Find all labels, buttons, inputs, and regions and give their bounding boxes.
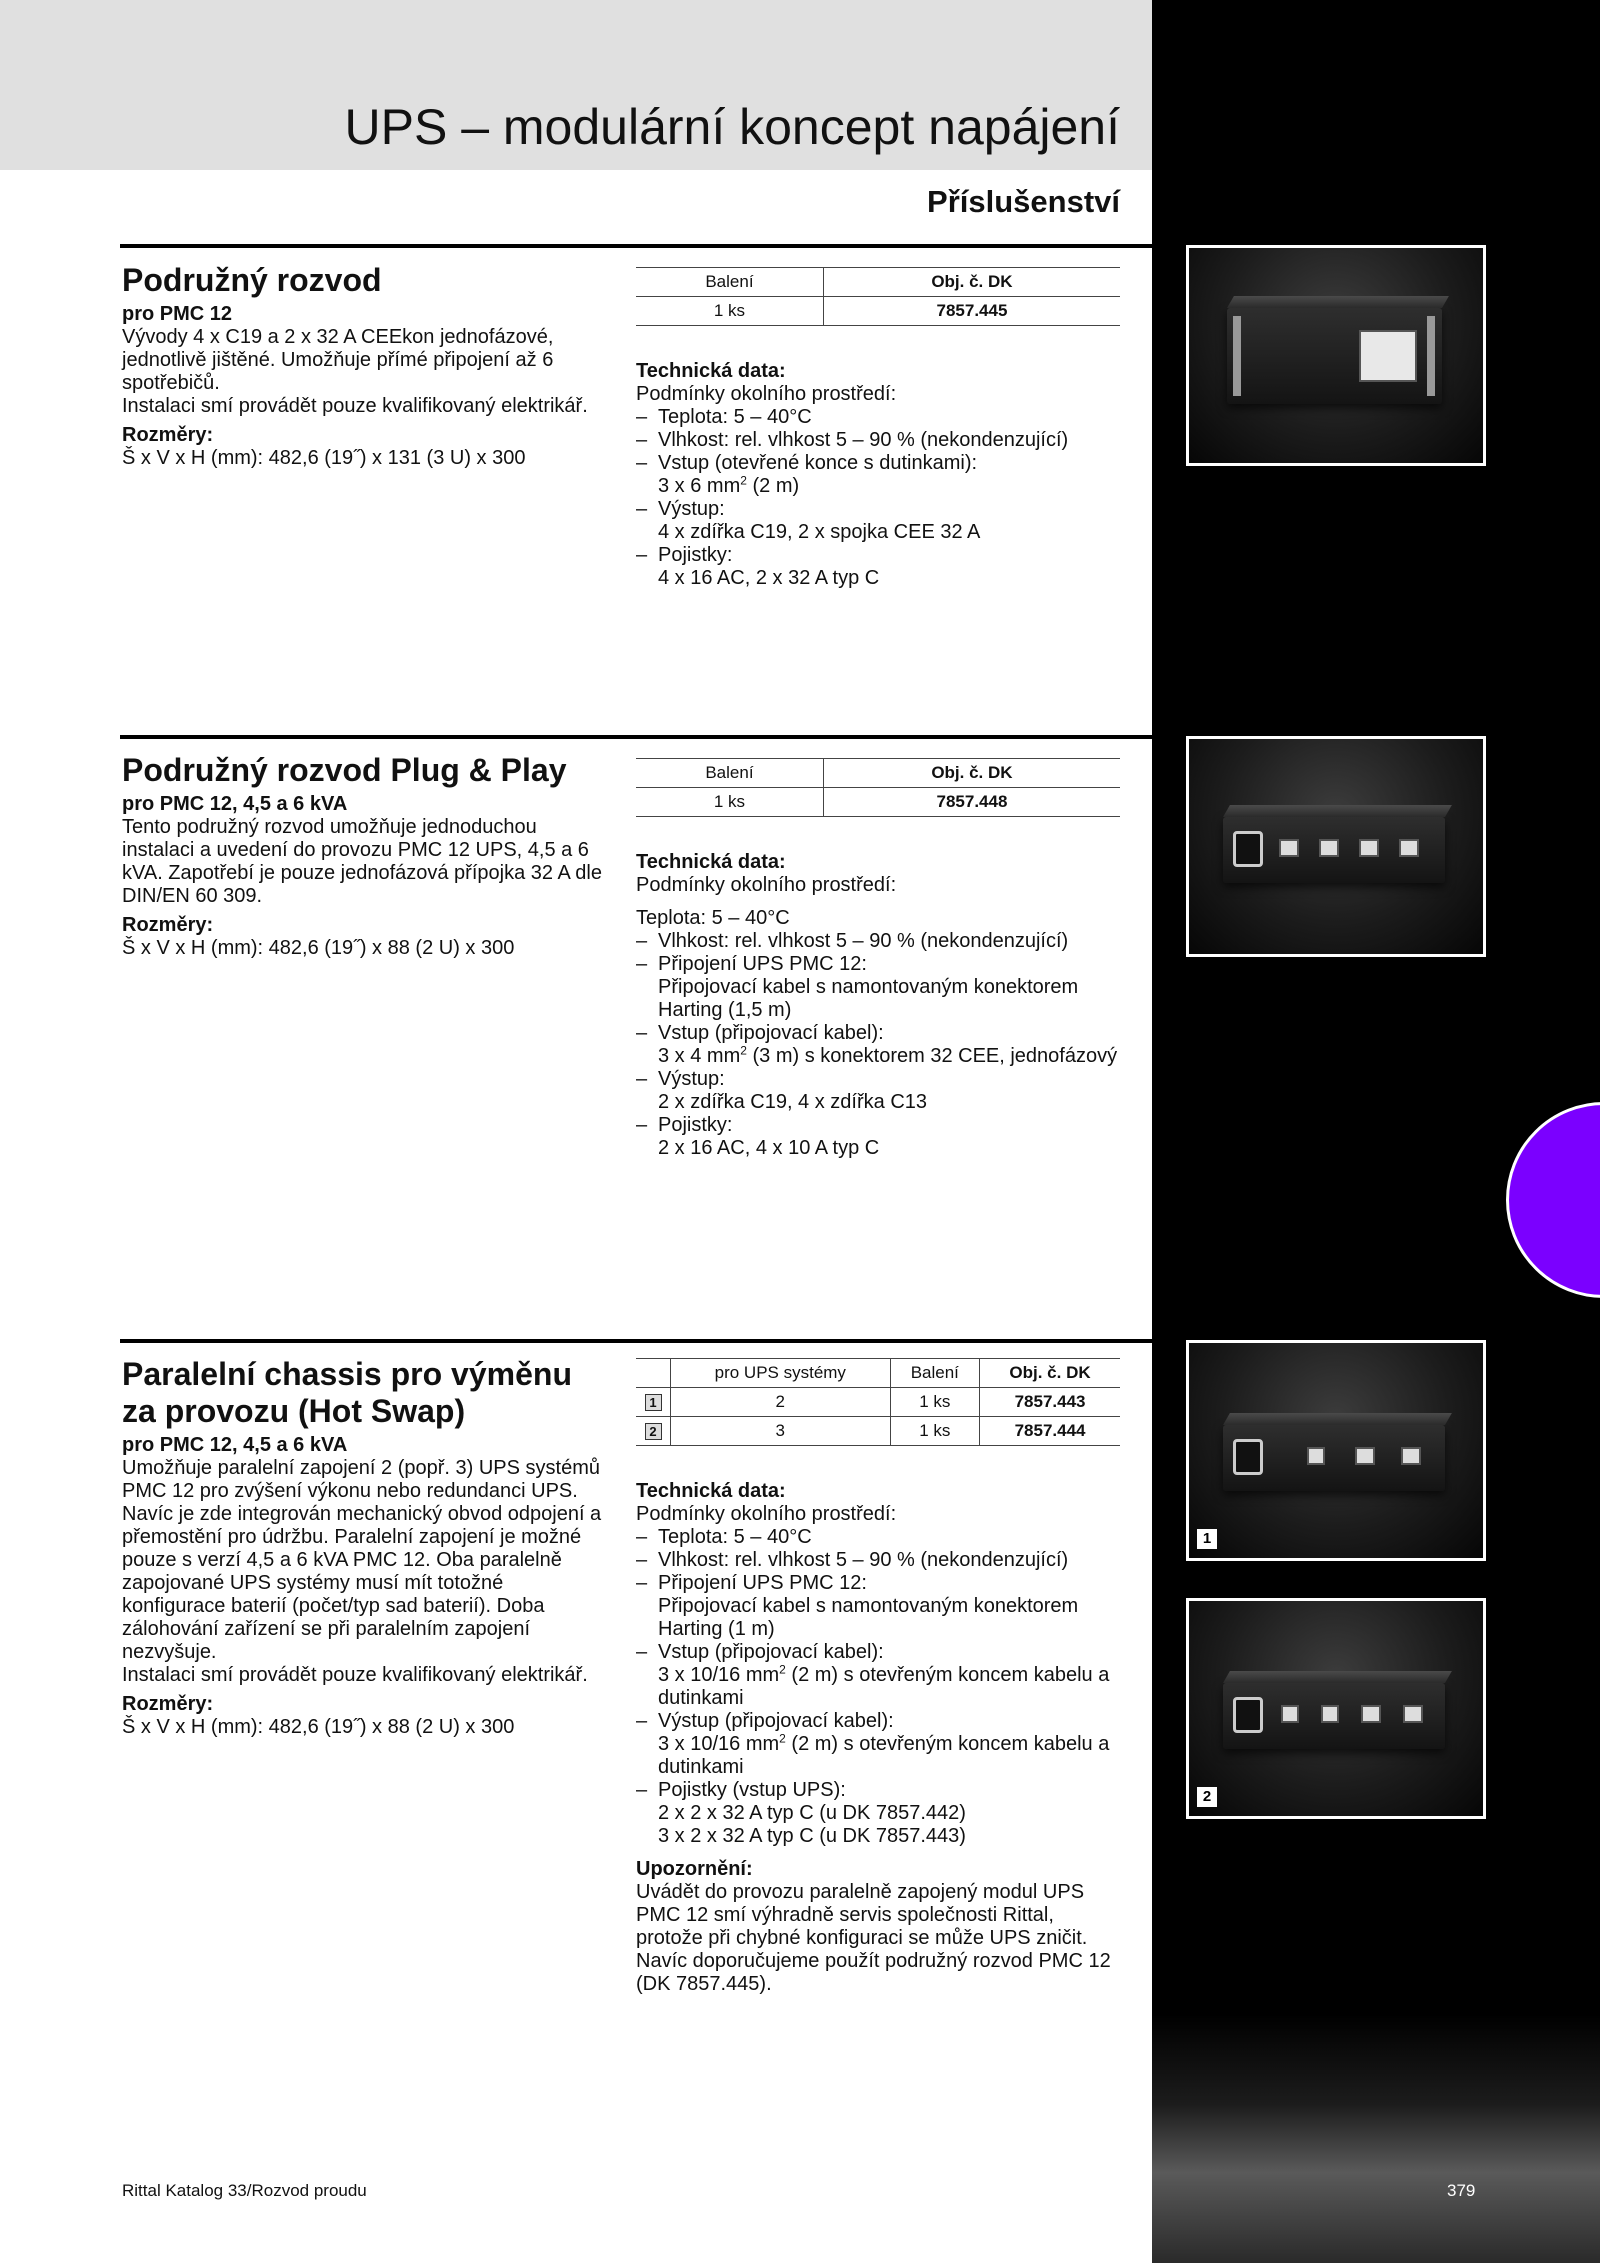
list-item: – Připojení UPS PMC 12: Připojovací kabel s namontovaným konektorem Harting (1 m): [636, 1572, 1121, 1641]
list-item: – Vlhkost: rel. vlhkost 5 – 90 % (nekondenzující): [636, 429, 1121, 452]
section-divider: [120, 244, 1152, 248]
order-number: 7857.444: [980, 1417, 1120, 1446]
footer-catalog: Rittal Katalog 33/Rozvod proudu: [122, 2181, 367, 2200]
spec-list: [636, 930, 1121, 1160]
table-cell: 3: [671, 1417, 891, 1446]
table-header: pro UPS systémy: [671, 1359, 891, 1388]
list-item: – Výstup: 4 x zdířka C19, 2 x spojka CEE 32 A: [636, 498, 1121, 544]
product-photo-hot-swap-1: [1186, 1340, 1486, 1561]
dimensions-value: Š x V x H (mm): 482,6 (19˝) x 88 (2 U) x 300: [122, 937, 515, 959]
product-title: Paralelní chassis pro výměnu za provozu (Hot Swap): [122, 1356, 572, 1429]
product-3-description: [122, 1356, 602, 1739]
table-header: [636, 1359, 671, 1388]
page-title: UPS – modulární koncept napájení: [344, 99, 1120, 155]
list-item: – Pojistky (vstup UPS): 2 x 2 x 32 A typ C (u DK 7857.442) 3 x 2 x 32 A typ C (u DK 7857.443): [636, 1779, 1121, 1848]
table-row: [636, 1417, 1120, 1446]
spec-list: [636, 1526, 1121, 1848]
env-conditions: Podmínky okolního prostředí:: [636, 1503, 897, 1525]
product-photo-distribution-unit: [1186, 245, 1486, 466]
table-cell: [636, 1388, 671, 1417]
product-1-data: [636, 267, 1121, 590]
product-1-description: [122, 262, 602, 470]
tech-data-title: Technická data:: [636, 360, 786, 382]
product-text: Vývody 4 x C19 a 2 x 32 A CEEkon jednofázové, jednotlivě jištěné. Umožňuje přímé připojení až 6 spotřebičů.: [122, 326, 554, 394]
section-divider: [120, 1339, 1152, 1343]
product-text: Umožňuje paralelní zapojení 2 (popř. 3) UPS systémů PMC 12 pro zvýšení výkonu nebo redundanci UPS. Navíc je zde integrován mechanický obvod odpojení a přemostění pro údržbu. Paralelní zapojení je možné pouze s verzí 4,5 a 6 kVA PMC 12. Oba paralelně zapojované UPS systémy musí mít totožné konfigurace baterií (počet/typ sad baterií). Doba zálohování zařízení se při paralelním zapojení nezvyšuje.: [122, 1457, 602, 1663]
order-table: [636, 267, 1120, 326]
table-header: Balení: [636, 759, 823, 788]
table-row: [636, 788, 1120, 817]
table-header: Obj. č. DK: [823, 268, 1120, 297]
page-number: 379: [1447, 2181, 1476, 2200]
dimensions-label: Rozměry:: [122, 914, 214, 936]
variant-marker: 1: [645, 1394, 662, 1411]
table-header-row: [636, 268, 1120, 297]
dimensions-value: Š x V x H (mm): 482,6 (19˝) x 88 (2 U) x 300: [122, 1716, 515, 1738]
list-item: – Pojistky: 2 x 16 AC, 4 x 10 A typ C: [636, 1114, 1121, 1160]
product-title: Podružný rozvod: [122, 262, 382, 298]
env-conditions: Podmínky okolního prostředí:: [636, 383, 897, 405]
spec-list: [636, 406, 1121, 590]
product-subtitle: pro PMC 12: [122, 303, 233, 325]
order-table: [636, 1358, 1120, 1446]
rack-unit-image: [1223, 1425, 1445, 1491]
warning-text: Navíc doporučujeme použít podružný rozvod PMC 12 (DK 7857.445).: [636, 1950, 1111, 1995]
warning-text: Uvádět do provozu paralelně zapojený modul UPS PMC 12 smí výhradně servis společnosti Rittal, protože při chybné konfiguraci se může UPS zničit.: [636, 1881, 1088, 1949]
order-table: [636, 758, 1120, 817]
list-item: – Vlhkost: rel. vlhkost 5 – 90 % (nekondenzující): [636, 1549, 1121, 1572]
photo-marker: 2: [1197, 1787, 1217, 1807]
dimensions-label: Rozměry:: [122, 1693, 214, 1715]
tech-data-title: Technická data:: [636, 851, 786, 873]
section-label: Příslušenství: [927, 184, 1120, 219]
product-title: Podružný rozvod Plug & Play: [122, 752, 567, 788]
product-photo-hot-swap-2: [1186, 1598, 1486, 1819]
product-subtitle: pro PMC 12, 4,5 a 6 kVA: [122, 793, 348, 815]
warning-title: Upozornění:: [636, 1858, 753, 1880]
list-item: – Teplota: 5 – 40°C: [636, 1526, 1121, 1549]
list-item: – Teplota: 5 – 40°C: [636, 406, 1121, 429]
dimensions-value: Š x V x H (mm): 482,6 (19˝) x 131 (3 U) x 300: [122, 447, 526, 469]
table-cell: [636, 1417, 671, 1446]
product-3-data: [636, 1358, 1121, 1996]
product-note: Instalaci smí provádět pouze kvalifikovaný elektrikář.: [122, 395, 588, 417]
table-header: Obj. č. DK: [980, 1359, 1120, 1388]
product-photo-plug-and-play: [1186, 736, 1486, 957]
order-number: 7857.443: [980, 1388, 1120, 1417]
tech-data-title: Technická data:: [636, 1480, 786, 1502]
variant-marker: 2: [645, 1423, 662, 1440]
section-divider: [120, 735, 1152, 739]
table-row: [636, 1388, 1120, 1417]
list-item: – Výstup (připojovací kabel): 3 x 10/16 $mm^2$ (2 m) s otevřeným koncem kabelu a dutinkami: [636, 1710, 1121, 1779]
dimensions-label: Rozměry:: [122, 424, 214, 446]
env-conditions: Podmínky okolního prostředí:: [636, 874, 897, 896]
table-header: Balení: [636, 268, 823, 297]
temperature: Teplota: 5 – 40°C: [636, 907, 790, 929]
list-item: – Připojení UPS PMC 12: Připojovací kabel s namontovaným konektorem Harting (1,5 m): [636, 953, 1121, 1022]
table-header: Obj. č. DK: [823, 759, 1120, 788]
order-number: 7857.445: [823, 297, 1120, 326]
product-2-data: [636, 758, 1121, 1160]
product-subtitle: pro PMC 12, 4,5 a 6 kVA: [122, 1434, 348, 1456]
table-header-row: [636, 759, 1120, 788]
rack-unit-image: [1227, 308, 1442, 404]
list-item: – Pojistky: 4 x 16 AC, 2 x 32 A typ C: [636, 544, 1121, 590]
product-note: Instalaci smí provádět pouze kvalifikovaný elektrikář.: [122, 1664, 588, 1686]
list-item: – Vstup (připojovací kabel): 3 x 10/16 $mm^2$ (2 m) s otevřeným koncem kabelu a dutinkami: [636, 1641, 1121, 1710]
product-text: Tento podružný rozvod umožňuje jednoduchou instalaci a uvedení do provozu PMC 12 UPS, 4,5 a 6 kVA. Zapotřebí je pouze jednofázová přípojka 32 A dle DIN/EN 60 309.: [122, 816, 602, 907]
photo-marker: 1: [1197, 1529, 1217, 1549]
list-item: – Vlhkost: rel. vlhkost 5 – 90 % (nekondenzující): [636, 930, 1121, 953]
product-2-description: [122, 752, 602, 960]
table-row: [636, 297, 1120, 326]
order-number: 7857.448: [823, 788, 1120, 817]
table-cell: 1 ks: [890, 1388, 980, 1417]
table-header-row: [636, 1359, 1120, 1388]
rack-unit-image: [1223, 817, 1445, 883]
table-cell: 2: [671, 1388, 891, 1417]
table-cell: 1 ks: [636, 788, 823, 817]
table-cell: 1 ks: [636, 297, 823, 326]
list-item: – Vstup (připojovací kabel): 3 x 4 $mm^2$ (3 m) s konektorem 32 CEE, jednofázový: [636, 1022, 1121, 1068]
list-item: – Vstup (otevřené konce s dutinkami): 3 x 6 $mm^2$ (2 m): [636, 452, 1121, 498]
table-cell: 1 ks: [890, 1417, 980, 1446]
table-header: Balení: [890, 1359, 980, 1388]
rack-unit-image: [1223, 1683, 1445, 1749]
list-item: – Výstup: 2 x zdířka C19, 4 x zdířka C13: [636, 1068, 1121, 1114]
